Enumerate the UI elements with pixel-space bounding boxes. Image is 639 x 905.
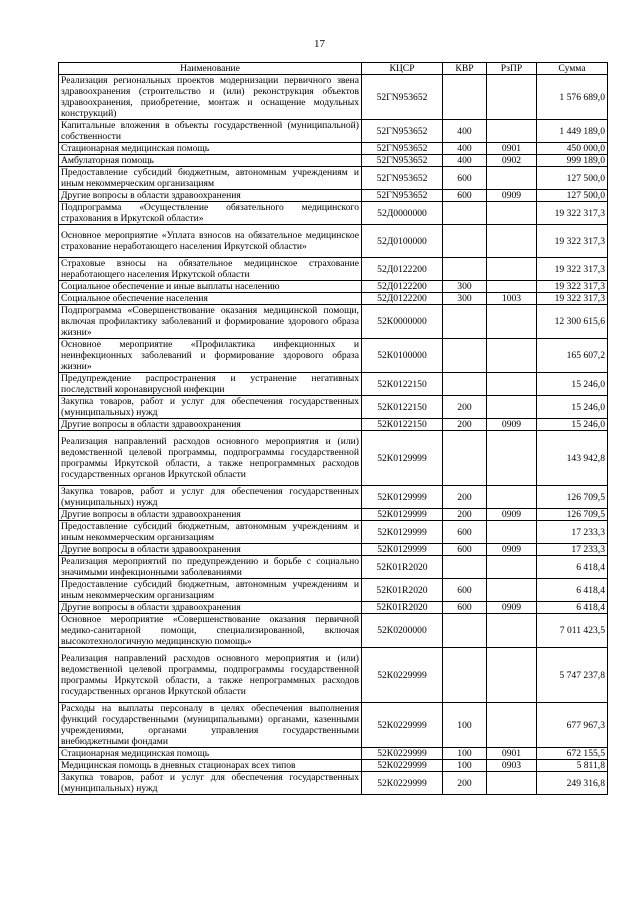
- table-row: [59, 602, 608, 614]
- cell-sum: 1 449 189,0: [537, 120, 608, 143]
- cell-sum: 126 709,5: [537, 509, 608, 521]
- cell-rzpr: [487, 648, 537, 703]
- cell-rzpr: [487, 339, 537, 373]
- cell-kvr: 400: [443, 120, 487, 143]
- table-row: [59, 556, 608, 579]
- cell-kcsr: 52К01R2020: [362, 602, 443, 614]
- cell-kvr: 200: [443, 509, 487, 521]
- cell-rzpr: [487, 521, 537, 544]
- cell-rzpr: [487, 120, 537, 143]
- cell-kcsr: 52К0000000: [362, 305, 443, 339]
- cell-name: Другие вопросы в области здравоохранения: [59, 602, 362, 614]
- cell-kcsr: 52ГN953652: [362, 143, 443, 155]
- cell-kvr: 100: [443, 748, 487, 760]
- header-kvr: КВР: [443, 63, 487, 75]
- cell-rzpr: [487, 486, 537, 509]
- cell-sum: 249 316,8: [537, 772, 608, 795]
- table-row: [59, 373, 608, 396]
- cell-name: Страховые взносы на обязательное медицинское страхование неработающего населения Иркутской области: [59, 258, 362, 281]
- cell-sum: 1 576 689,0: [537, 75, 608, 120]
- table-row: [59, 614, 608, 648]
- cell-kvr: [443, 556, 487, 579]
- cell-sum: 19 322 317,3: [537, 258, 608, 281]
- cell-kcsr: 52Д0000000: [362, 202, 443, 225]
- cell-rzpr: [487, 431, 537, 486]
- cell-sum: 15 246,0: [537, 419, 608, 431]
- cell-sum: 6 418,4: [537, 579, 608, 602]
- cell-rzpr: 0909: [487, 190, 537, 202]
- cell-name: Реализация направлений расходов основного мероприятия и (или) ведомственной целевой программы, подпрограммы государственной программы Иркутской области, а также непрограммных расходов государственных органов Иркутской области: [59, 648, 362, 703]
- cell-kcsr: 52К0129999: [362, 509, 443, 521]
- cell-name: Стационарная медицинская помощь: [59, 143, 362, 155]
- cell-rzpr: 1003: [487, 293, 537, 305]
- cell-name: Предоставление субсидий бюджетным, автономным учреждениям и иным некоммерческим организациям: [59, 579, 362, 602]
- cell-name: Подпрограмма «Совершенствование оказания медицинской помощи, включая профилактику заболеваний и формирование здорового образа жизни»: [59, 305, 362, 339]
- table-row: [59, 120, 608, 143]
- cell-name: Закупка товаров, работ и услуг для обеспечения государственных (муниципальных) нужд: [59, 396, 362, 419]
- cell-name: Подпрограмма «Осуществление обязательного медицинского страхования в Иркутской области»: [59, 202, 362, 225]
- cell-sum: 19 322 317,3: [537, 281, 608, 293]
- table-row: [59, 748, 608, 760]
- cell-rzpr: [487, 305, 537, 339]
- header-name: Наименование: [59, 63, 362, 75]
- cell-rzpr: [487, 75, 537, 120]
- cell-sum: 999 189,0: [537, 155, 608, 167]
- cell-kvr: 200: [443, 486, 487, 509]
- cell-name: Стационарная медицинская помощь: [59, 748, 362, 760]
- cell-kcsr: 52К0229999: [362, 748, 443, 760]
- table-row: [59, 703, 608, 748]
- cell-sum: 19 322 317,3: [537, 293, 608, 305]
- table-row: [59, 202, 608, 225]
- cell-kvr: 600: [443, 579, 487, 602]
- cell-kcsr: 52Д0100000: [362, 225, 443, 258]
- cell-sum: 15 246,0: [537, 396, 608, 419]
- cell-kcsr: 52К0100000: [362, 339, 443, 373]
- cell-sum: 17 233,3: [537, 521, 608, 544]
- cell-kvr: [443, 258, 487, 281]
- cell-kvr: 300: [443, 281, 487, 293]
- table-row: [59, 760, 608, 772]
- table-row: [59, 509, 608, 521]
- cell-rzpr: 0909: [487, 419, 537, 431]
- table-row: [59, 75, 608, 120]
- cell-kcsr: 52К0122150: [362, 373, 443, 396]
- header-sum: Сумма: [537, 63, 608, 75]
- cell-kvr: 600: [443, 167, 487, 190]
- cell-kcsr: 52Д0122200: [362, 281, 443, 293]
- cell-sum: 7 011 423,5: [537, 614, 608, 648]
- cell-rzpr: 0909: [487, 544, 537, 556]
- cell-kvr: 200: [443, 772, 487, 795]
- cell-sum: 127 500,0: [537, 190, 608, 202]
- cell-sum: 19 322 317,3: [537, 202, 608, 225]
- cell-name: Реализация направлений расходов основного мероприятия и (или) ведомственной целевой программы, подпрограммы государственной программы Иркутской области, а также непрограммных расходов государственных органов Иркутской области: [59, 431, 362, 486]
- cell-kvr: 400: [443, 143, 487, 155]
- cell-sum: 143 942,8: [537, 431, 608, 486]
- table-row: [59, 339, 608, 373]
- cell-rzpr: [487, 614, 537, 648]
- cell-rzpr: [487, 167, 537, 190]
- table-row: [59, 431, 608, 486]
- cell-rzpr: 0903: [487, 760, 537, 772]
- cell-kvr: 100: [443, 760, 487, 772]
- cell-name: Предупреждение распространения и устранение негативных последствий коронавирусной инфекции: [59, 373, 362, 396]
- cell-kcsr: 52ГN953652: [362, 155, 443, 167]
- cell-name: Основное мероприятие «Совершенствование оказания первичной медико-санитарной помощи, специализированной, включая высокотехнологичную медицинскую помощь»: [59, 614, 362, 648]
- cell-kvr: [443, 202, 487, 225]
- table-row: [59, 281, 608, 293]
- cell-rzpr: [487, 703, 537, 748]
- cell-sum: 6 418,4: [537, 602, 608, 614]
- cell-rzpr: [487, 258, 537, 281]
- cell-kvr: 100: [443, 703, 487, 748]
- cell-sum: 165 607,2: [537, 339, 608, 373]
- cell-kcsr: 52К0229999: [362, 648, 443, 703]
- cell-kcsr: 52К0229999: [362, 703, 443, 748]
- cell-name: Реализация мероприятий по предупреждению и борьбе с социально значимыми инфекционными заболеваниями: [59, 556, 362, 579]
- cell-kcsr: 52К0129999: [362, 486, 443, 509]
- cell-kcsr: 52К0122150: [362, 396, 443, 419]
- cell-rzpr: 0902: [487, 155, 537, 167]
- table-row: [59, 293, 608, 305]
- cell-rzpr: [487, 281, 537, 293]
- cell-kcsr: 52К0129999: [362, 431, 443, 486]
- cell-sum: 127 500,0: [537, 167, 608, 190]
- cell-kvr: [443, 373, 487, 396]
- cell-name: Амбулаторная помощь: [59, 155, 362, 167]
- table-row: [59, 167, 608, 190]
- table-row: [59, 305, 608, 339]
- cell-rzpr: [487, 396, 537, 419]
- cell-sum: 677 967,3: [537, 703, 608, 748]
- cell-kcsr: 52К0122150: [362, 419, 443, 431]
- cell-sum: 672 155,5: [537, 748, 608, 760]
- cell-kvr: 400: [443, 155, 487, 167]
- table-row: [59, 155, 608, 167]
- cell-name: Закупка товаров, работ и услуг для обеспечения государственных (муниципальных) нужд: [59, 486, 362, 509]
- cell-kvr: 600: [443, 544, 487, 556]
- cell-kvr: [443, 648, 487, 703]
- cell-name: Предоставление субсидий бюджетным, автономным учреждениям и иным некоммерческим организациям: [59, 521, 362, 544]
- cell-kvr: [443, 339, 487, 373]
- cell-rzpr: [487, 225, 537, 258]
- cell-kcsr: 52К0200000: [362, 614, 443, 648]
- table-row: [59, 225, 608, 258]
- cell-kcsr: 52ГN953652: [362, 120, 443, 143]
- cell-kvr: 200: [443, 419, 487, 431]
- cell-kvr: [443, 225, 487, 258]
- cell-rzpr: 0909: [487, 602, 537, 614]
- cell-rzpr: [487, 556, 537, 579]
- cell-sum: 12 300 615,6: [537, 305, 608, 339]
- table-row: [59, 544, 608, 556]
- cell-name: Другие вопросы в области здравоохранения: [59, 544, 362, 556]
- cell-kcsr: 52К0229999: [362, 772, 443, 795]
- cell-kvr: 200: [443, 396, 487, 419]
- table-row: [59, 579, 608, 602]
- cell-kcsr: 52К0129999: [362, 544, 443, 556]
- cell-kcsr: 52ГN953652: [362, 190, 443, 202]
- table-row: [59, 486, 608, 509]
- table-row: [59, 258, 608, 281]
- table-row: [59, 143, 608, 155]
- cell-kvr: [443, 305, 487, 339]
- header-kcsr: КЦСР: [362, 63, 443, 75]
- cell-sum: 6 418,4: [537, 556, 608, 579]
- cell-kvr: 600: [443, 602, 487, 614]
- cell-kvr: [443, 75, 487, 120]
- cell-name: Основное мероприятие «Профилактика инфекционных и неинфекционных заболеваний и формирование здорового образа жизни»: [59, 339, 362, 373]
- cell-name: Другие вопросы в области здравоохранения: [59, 190, 362, 202]
- cell-sum: 19 322 317,3: [537, 225, 608, 258]
- table-header-row: [59, 63, 608, 75]
- cell-name: Социальное обеспечение и иные выплаты населению: [59, 281, 362, 293]
- cell-kvr: 600: [443, 521, 487, 544]
- cell-sum: 17 233,3: [537, 544, 608, 556]
- cell-name: Расходы на выплаты персоналу в целях обеспечения выполнения функций государственными (муниципальными) органами, казенными учреждениями, органами управления государственными внебюджетными фондами: [59, 703, 362, 748]
- cell-name: Реализация региональных проектов модернизации первичного звена здравоохранения (строительство и (или) реконструкция объектов здравоохранения, приобретение, монтаж и оснащение модульных конструкций): [59, 75, 362, 120]
- cell-kcsr: 52К0229999: [362, 760, 443, 772]
- cell-name: Социальное обеспечение населения: [59, 293, 362, 305]
- cell-name: Медицинская помощь в дневных стационарах всех типов: [59, 760, 362, 772]
- cell-kcsr: 52ГN953652: [362, 167, 443, 190]
- table-row: [59, 648, 608, 703]
- cell-name: Капитальные вложения в объекты государственной (муниципальной) собственности: [59, 120, 362, 143]
- table-row: [59, 190, 608, 202]
- cell-kcsr: 52Д0122200: [362, 293, 443, 305]
- cell-kvr: 300: [443, 293, 487, 305]
- cell-rzpr: [487, 579, 537, 602]
- cell-kvr: [443, 431, 487, 486]
- cell-kvr: [443, 614, 487, 648]
- cell-rzpr: 0901: [487, 748, 537, 760]
- cell-rzpr: [487, 772, 537, 795]
- cell-sum: 126 709,5: [537, 486, 608, 509]
- cell-kcsr: 52К01R2020: [362, 556, 443, 579]
- cell-name: Предоставление субсидий бюджетным, автономным учреждениям и иным некоммерческим организациям: [59, 167, 362, 190]
- cell-kvr: 600: [443, 190, 487, 202]
- cell-rzpr: [487, 373, 537, 396]
- table-row: [59, 419, 608, 431]
- cell-name: Другие вопросы в области здравоохранения: [59, 419, 362, 431]
- cell-rzpr: [487, 202, 537, 225]
- cell-rzpr: 0901: [487, 143, 537, 155]
- table-row: [59, 772, 608, 795]
- cell-kcsr: 52Д0122200: [362, 258, 443, 281]
- cell-sum: 450 000,0: [537, 143, 608, 155]
- cell-kcsr: 52К0129999: [362, 521, 443, 544]
- cell-name: Основное мероприятие «Уплата взносов на обязательное медицинское страхование неработающего населения Иркутской области»: [59, 225, 362, 258]
- cell-name: Другие вопросы в области здравоохранения: [59, 509, 362, 521]
- table-row: [59, 396, 608, 419]
- page-number: 17: [314, 38, 325, 50]
- budget-table: [58, 62, 608, 795]
- table-row: [59, 521, 608, 544]
- header-rzpr: РзПР: [487, 63, 537, 75]
- cell-rzpr: 0909: [487, 509, 537, 521]
- cell-kcsr: 52К01R2020: [362, 579, 443, 602]
- cell-name: Закупка товаров, работ и услуг для обеспечения государственных (муниципальных) нужд: [59, 772, 362, 795]
- cell-sum: 5 811,8: [537, 760, 608, 772]
- cell-sum: 15 246,0: [537, 373, 608, 396]
- cell-sum: 5 747 237,8: [537, 648, 608, 703]
- cell-kcsr: 52ГN953652: [362, 75, 443, 120]
